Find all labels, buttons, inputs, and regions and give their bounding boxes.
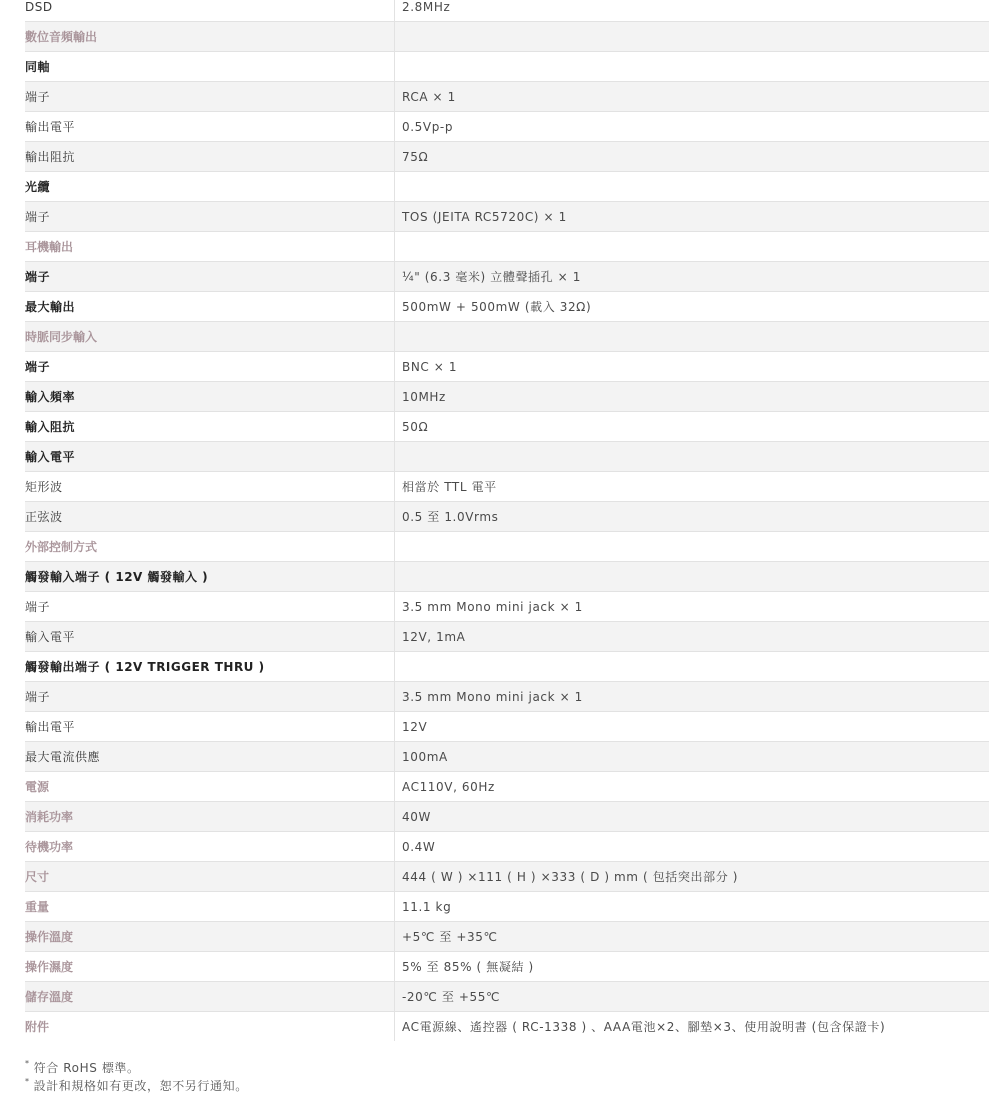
spec-value: ¼" (6.3 毫米) 立體聲插孔 × 1 bbox=[395, 262, 990, 292]
spec-value: AC110V, 60Hz bbox=[395, 772, 990, 802]
spec-table-body bbox=[25, 0, 989, 1041]
spec-label: 觸發輸出端子 ( 12V TRIGGER THRU ) bbox=[25, 652, 395, 682]
spec-label: 端子 bbox=[25, 262, 395, 292]
footnote-mark: * bbox=[25, 1059, 30, 1068]
spec-row bbox=[25, 352, 989, 382]
spec-row bbox=[25, 172, 989, 202]
spec-label: 端子 bbox=[25, 82, 395, 112]
spec-row bbox=[25, 292, 989, 322]
footnote bbox=[25, 1077, 248, 1095]
footnote-text: 設計和規格如有更改，恕不另行通知。 bbox=[33, 1079, 248, 1093]
spec-value bbox=[395, 322, 990, 352]
footnote-text: 符合 RoHS 標準。 bbox=[33, 1061, 140, 1075]
spec-value bbox=[395, 52, 990, 82]
spec-value: 12V bbox=[395, 712, 990, 742]
spec-value: 11.1 kg bbox=[395, 892, 990, 922]
spec-label: 數位音頻輸出 bbox=[25, 22, 395, 52]
spec-label: 矩形波 bbox=[25, 472, 395, 502]
spec-value bbox=[395, 652, 990, 682]
footnote-mark: * bbox=[25, 1077, 30, 1086]
spec-value: 40W bbox=[395, 802, 990, 832]
spec-row bbox=[25, 622, 989, 652]
spec-section-row bbox=[25, 802, 989, 832]
spec-value: 500mW + 500mW (載入 32Ω) bbox=[395, 292, 990, 322]
spec-value: AC電源線、遙控器 ( RC-1338 ) 、AAA電池×2、腳墊×3、使用說明書 (包含保證卡) bbox=[395, 1012, 990, 1042]
spec-label: 儲存溫度 bbox=[25, 982, 395, 1012]
spec-value: +5℃ 至 +35℃ bbox=[395, 922, 990, 952]
spec-row bbox=[25, 112, 989, 142]
spec-value: 0.5Vp-p bbox=[395, 112, 990, 142]
spec-row bbox=[25, 262, 989, 292]
spec-section-row bbox=[25, 952, 989, 982]
spec-value bbox=[395, 172, 990, 202]
spec-value: 5% 至 85% ( 無凝結 ) bbox=[395, 952, 990, 982]
spec-section-row bbox=[25, 892, 989, 922]
spec-label: 端子 bbox=[25, 592, 395, 622]
spec-label: 重量 bbox=[25, 892, 395, 922]
spec-label: 時脈同步輸入 bbox=[25, 322, 395, 352]
spec-section-row bbox=[25, 982, 989, 1012]
spec-value: 75Ω bbox=[395, 142, 990, 172]
spec-value: 444 ( W ) ×111 ( H ) ×333 ( D ) mm ( 包括突出部分 ) bbox=[395, 862, 990, 892]
spec-row bbox=[25, 382, 989, 412]
spec-label: 觸發輸入端子 ( 12V 觸發輸入 ) bbox=[25, 562, 395, 592]
spec-value: 12V, 1mA bbox=[395, 622, 990, 652]
spec-label: 輸入頻率 bbox=[25, 382, 395, 412]
spec-row bbox=[25, 442, 989, 472]
spec-label: 待機功率 bbox=[25, 832, 395, 862]
spec-row bbox=[25, 202, 989, 232]
spec-value: 50Ω bbox=[395, 412, 990, 442]
spec-row bbox=[25, 52, 989, 82]
spec-value bbox=[395, 22, 990, 52]
spec-value: 0.4W bbox=[395, 832, 990, 862]
spec-label: 最大輸出 bbox=[25, 292, 395, 322]
spec-row bbox=[25, 742, 989, 772]
spec-section-row bbox=[25, 862, 989, 892]
spec-label: 尺寸 bbox=[25, 862, 395, 892]
spec-label: 輸入電平 bbox=[25, 622, 395, 652]
spec-label: 輸入電平 bbox=[25, 442, 395, 472]
spec-table bbox=[25, 0, 989, 1041]
spec-row bbox=[25, 82, 989, 112]
spec-value bbox=[395, 232, 990, 262]
spec-value bbox=[395, 532, 990, 562]
spec-section-row bbox=[25, 22, 989, 52]
spec-label: 光纜 bbox=[25, 172, 395, 202]
spec-value: 3.5 mm Mono mini jack × 1 bbox=[395, 592, 990, 622]
spec-value bbox=[395, 442, 990, 472]
spec-value: 3.5 mm Mono mini jack × 1 bbox=[395, 682, 990, 712]
spec-label: 操作溫度 bbox=[25, 922, 395, 952]
spec-value: BNC × 1 bbox=[395, 352, 990, 382]
spec-value: 2.8MHz bbox=[402, 0, 451, 14]
spec-label: 電源 bbox=[25, 772, 395, 802]
spec-label: 外部控制方式 bbox=[25, 532, 395, 562]
spec-label: 端子 bbox=[25, 682, 395, 712]
spec-label: 操作濕度 bbox=[25, 952, 395, 982]
spec-label: 同軸 bbox=[25, 52, 395, 82]
spec-label: 輸出電平 bbox=[25, 712, 395, 742]
spec-row bbox=[25, 652, 989, 682]
spec-value: TOS (JEITA RC5720C) × 1 bbox=[395, 202, 990, 232]
spec-row bbox=[25, 712, 989, 742]
spec-value: -20℃ 至 +55℃ bbox=[395, 982, 990, 1012]
spec-section-row bbox=[25, 532, 989, 562]
spec-section-row bbox=[25, 232, 989, 262]
spec-section-row bbox=[25, 832, 989, 862]
spec-value: 相當於 TTL 電平 bbox=[395, 472, 990, 502]
spec-label: 輸入阻抗 bbox=[25, 412, 395, 442]
spec-label: 消耗功率 bbox=[25, 802, 395, 832]
spec-row bbox=[25, 502, 989, 532]
spec-section-row bbox=[25, 322, 989, 352]
spec-value: 0.5 至 1.0Vrms bbox=[395, 502, 990, 532]
spec-value: 100mA bbox=[395, 742, 990, 772]
spec-label: 附件 bbox=[25, 1012, 395, 1042]
spec-row bbox=[25, 562, 989, 592]
spec-row bbox=[25, 472, 989, 502]
spec-row bbox=[25, 682, 989, 712]
spec-label: 最大電流供應 bbox=[25, 742, 395, 772]
spec-label: 正弦波 bbox=[25, 502, 395, 532]
footnote bbox=[25, 1059, 248, 1077]
footnotes bbox=[25, 1059, 248, 1095]
spec-label: 耳機輸出 bbox=[25, 232, 395, 262]
spec-label: 輸出電平 bbox=[25, 112, 395, 142]
spec-value bbox=[395, 562, 990, 592]
spec-row bbox=[25, 0, 989, 22]
spec-row bbox=[25, 142, 989, 172]
spec-label: 端子 bbox=[25, 352, 395, 382]
spec-value: RCA × 1 bbox=[395, 82, 990, 112]
spec-section-row bbox=[25, 1012, 989, 1042]
spec-section-row bbox=[25, 772, 989, 802]
spec-label: 端子 bbox=[25, 202, 395, 232]
spec-row bbox=[25, 592, 989, 622]
spec-label: DSD bbox=[25, 0, 395, 22]
spec-section-row bbox=[25, 922, 989, 952]
spec-label: 輸出阻抗 bbox=[25, 142, 395, 172]
spec-value: 10MHz bbox=[395, 382, 990, 412]
spec-row bbox=[25, 412, 989, 442]
